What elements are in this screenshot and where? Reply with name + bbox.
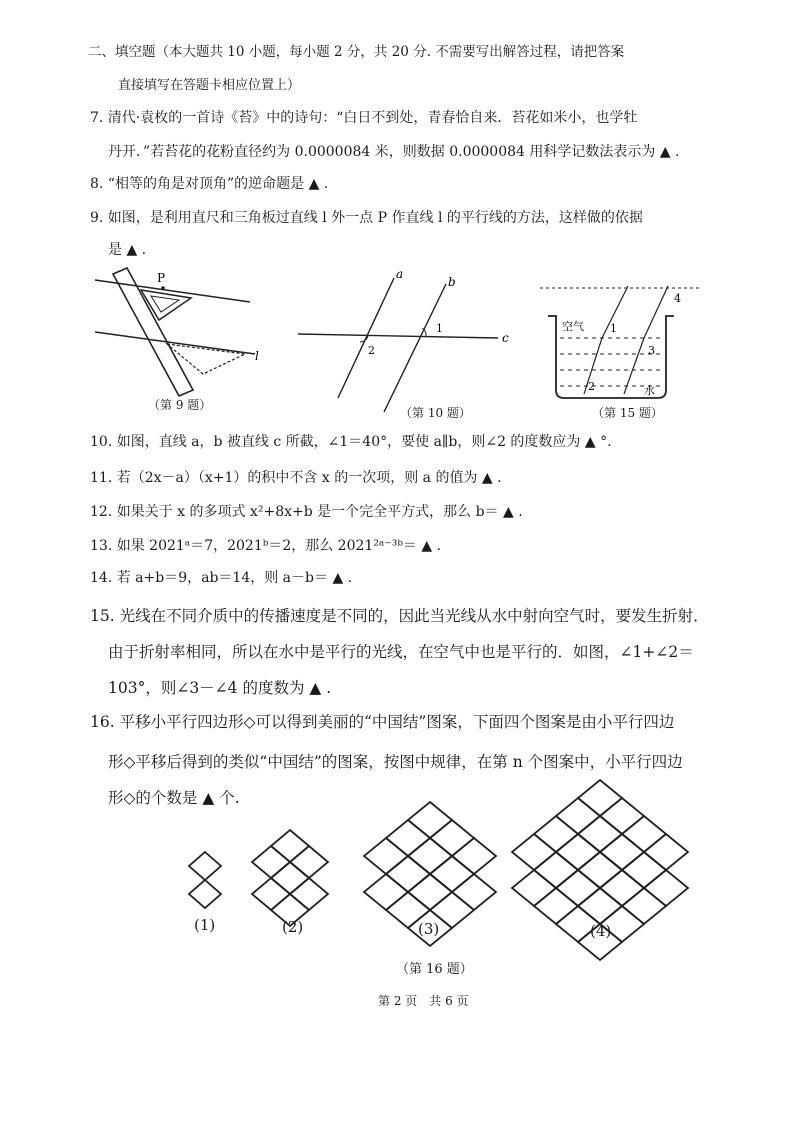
knot-rhombus [534,852,578,888]
page-footer: 第 2 页 共 6 页 [378,994,469,1008]
knot-rhombus [430,856,474,892]
question-12: 12. 如果关于 x 的多项式 x²+8x+b 是一个完全平方式，那么 b＝ ▲ . [90,504,523,520]
figure-16-caption: （第 16 题） [396,962,473,977]
question-16-line-2: 形◇平移后得到的类似“中国结”的图案，按图中规律，在第 n 个图案中，小平行四边 [108,753,683,771]
fig9-ruler [113,268,193,396]
question-10: 10. 如图，直线 a，b 被直线 c 所截，∠1＝40°，要使 a∥b，则∠2 的度数应为 ▲ °. [90,434,612,450]
pattern-label-3: (3) [418,920,440,938]
knot-rhombus [556,870,600,906]
question-13: 13. 如果 2021ᵃ＝7，2021ᵇ＝2，那么 2021²ᵃ⁻³ᵇ＝ ▲ . [90,538,442,554]
knot-rhombus [271,862,309,894]
knot-rhombus [556,834,600,870]
knot-rhombus [189,880,221,908]
fig9-label-l: l [255,349,259,363]
figure-10-caption: （第 10 题） [400,406,471,420]
knot-rhombus [534,816,578,852]
fig15-angle-3: 3 [648,344,655,357]
knot-rhombus [578,780,622,816]
fig10-line-b [384,284,446,412]
knot-rhombus [430,856,474,892]
fig10-angle-1: 1 [436,322,443,335]
knot-rhombus [600,834,644,870]
question-8: 8. “相等的角是对顶角”的逆命题是 ▲ . [90,176,329,192]
knot-rhombus [408,874,452,910]
knot-rhombus [600,798,644,834]
figure-15-caption: （第 15 题） [592,406,663,420]
fig15-label-air: 空气 [562,320,584,333]
fig10-label-b: b [448,275,456,289]
knot-rhombus [600,870,644,906]
knot-rhombus [252,878,290,910]
knot-rhombus [408,838,452,874]
knot-rhombus [578,852,622,888]
knot-rhombus [252,846,290,878]
knot-rhombus [512,834,556,870]
fig10-label-c: c [502,331,509,345]
pattern-label-2: (2) [282,918,304,936]
knot-rhombus [534,888,578,924]
knot-rhombus [271,830,309,862]
knot-rhombus [578,816,622,852]
fig10-label-a: a [396,267,404,281]
question-15-line-3: 103°，则∠3－∠4 的度数为 ▲ . [108,679,332,697]
knot-rhombus [386,856,430,892]
pattern-label-1: (1) [194,916,216,934]
fig10-line-a [338,278,394,398]
knot-rhombus [556,834,600,870]
knot-rhombus [290,878,328,910]
knot-rhombus [512,870,556,906]
pattern-1 [189,852,221,908]
fig15-angle-2: 2 [588,380,595,393]
question-9-line-2: 是 ▲ . [108,242,147,258]
knot-rhombus [430,820,474,856]
knot-rhombus [189,852,221,880]
question-7-line-2: 丹开．”若苔花的花粉直径约为 0.0000084 米，则数据 0.0000084 用科学记数法表示为 ▲ . [108,144,680,160]
knot-rhombus [452,838,496,874]
knot-rhombus [600,834,644,870]
knot-rhombus [556,870,600,906]
figure-15 [540,282,700,412]
knot-rhombus [408,838,452,874]
knot-rhombus [622,852,666,888]
fig9-triangle-bottom [167,344,245,374]
fig9-point-p [161,286,165,290]
knot-rhombus [364,838,408,874]
pattern-label-4: (4) [590,922,612,940]
fig10-angle-2: 2 [368,344,375,357]
knot-rhombus [408,874,452,910]
knot-rhombus [556,798,600,834]
knot-rhombus [271,862,309,894]
question-15-line-2: 由于折射率相同，所以在水中是平行的光线，在空气中也是平行的．如图，∠1+∠2＝ [108,643,694,661]
knot-rhombus [364,874,408,910]
question-7-line-1: 7. 清代·袁枚的一首诗《苔》中的诗句：“白日不到处，青春恰自来．苔花如米小，也学牡 [90,110,638,126]
knot-rhombus [622,816,666,852]
knot-rhombus [622,852,666,888]
fig10-line-c [298,334,498,338]
knot-rhombus [644,834,688,870]
knot-rhombus [644,870,688,906]
fig15-angle-4: 4 [674,292,681,305]
question-9-line-1: 9. 如图，是利用直尺和三角板过直线 l 外一点 P 作直线 l 的平行线的方法，这样做的依据 [90,210,643,226]
question-16-line-3: 形◇的个数是 ▲ 个. [108,789,240,807]
pattern-2 [252,830,328,926]
knot-rhombus [386,856,430,892]
figure-9 [95,262,265,412]
fig9-triangle-top [141,290,191,320]
knot-rhombus [622,888,666,924]
question-14: 14. 若 a+b＝9，ab＝14，则 a－b＝ ▲ . [90,570,353,586]
knot-rhombus [408,802,452,838]
figure-10 [298,267,518,415]
knot-rhombus [578,888,622,924]
fig15-angle-1: 1 [610,322,617,335]
knot-rhombus [452,874,496,910]
knot-rhombus [534,852,578,888]
knot-rhombus [290,846,328,878]
knot-rhombus [578,888,622,924]
fig15-label-water: 水 [644,384,655,397]
figure-16 [0,778,794,948]
section-heading-cont: 直接填写在答题卡相应位置上） [118,78,301,93]
figure-9-caption: （第 9 题） [148,398,212,412]
knot-rhombus [386,820,430,856]
fig15-ray-1 [584,286,628,394]
fig15-ray-2 [624,286,668,394]
knot-rhombus [578,816,622,852]
knot-rhombus [600,870,644,906]
question-16-line-1: 16. 平移小平行四边形◇可以得到美丽的“中国结”图案，下面四个图案是由小平行四边 [90,713,675,731]
knot-rhombus [578,852,622,888]
fig9-label-p: P [157,271,166,285]
section-heading: 二、填空题（本大题共 10 小题，每小题 2 分，共 20 分. 不需要写出解答过程，请把答案 [88,44,625,60]
question-11: 11. 若（2x－a）（x+1）的积中不含 x 的一次项，则 a 的值为 ▲ . [90,470,502,486]
question-15-line-1: 15. 光线在不同介质中的传播速度是不同的，因此当光线从水中射向空气时，要发生折射． [90,607,709,625]
